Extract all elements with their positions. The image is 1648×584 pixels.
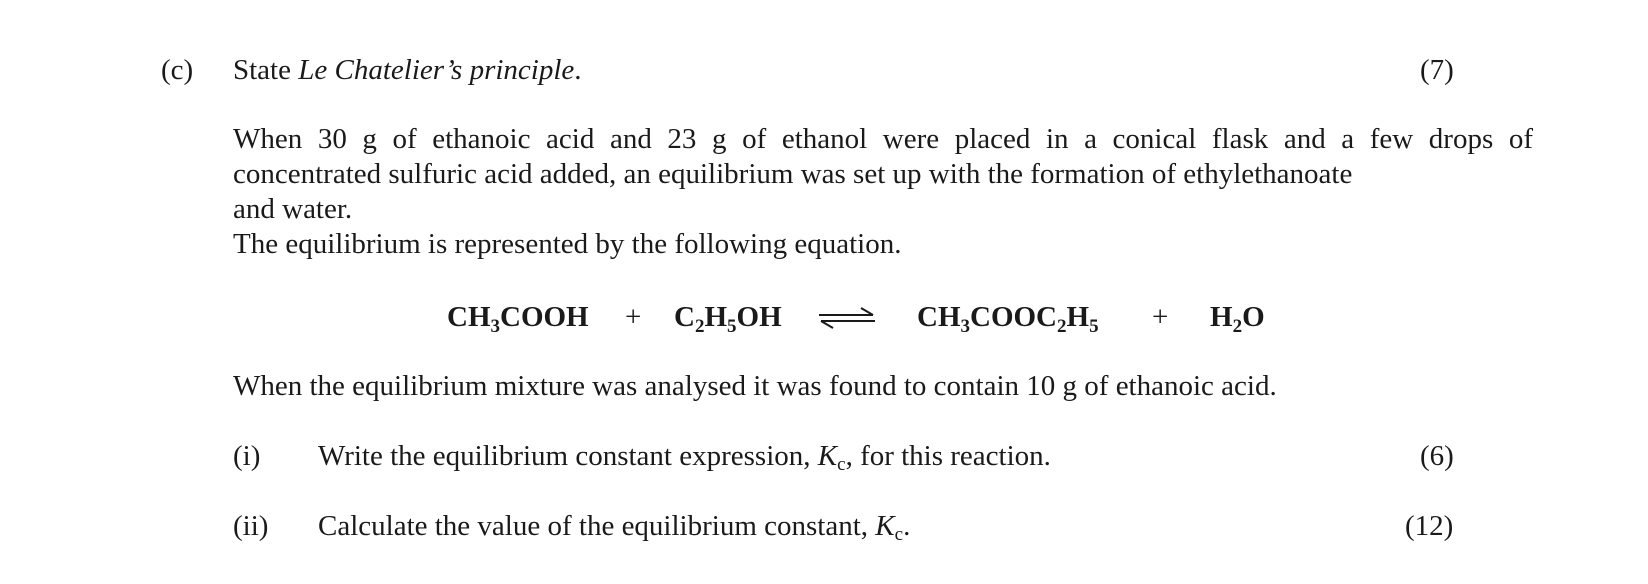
chemical-equation: [0, 295, 1648, 339]
product-water: $H_2O$: [1210, 301, 1265, 337]
intro-paragraph: [233, 122, 1533, 262]
kc-symbol: $K_c$: [875, 510, 904, 545]
prompt-prefix: State: [233, 54, 299, 86]
intro-line-4: The equilibrium is represented by the following equation.: [233, 228, 902, 260]
prompt-suffix: .: [574, 54, 582, 86]
part-prompt: [233, 52, 582, 88]
reactant-ethanol: $C_2H_5OH$: [674, 301, 782, 337]
plus-sign: +: [625, 301, 642, 333]
subpart-ii-marks: (12): [1405, 510, 1454, 542]
part-marks: (7): [1420, 54, 1454, 86]
subpart-ii-label: (ii): [233, 510, 269, 542]
plus-sign: +: [1152, 301, 1169, 333]
reactant-ethanoic-acid: $CH_3COOH$: [447, 301, 589, 337]
subpart-i-label: (i): [233, 440, 261, 472]
intro-line-3: and water.: [233, 193, 353, 225]
product-ethyl-ethanoate: $CH_3COOC_2H_5$: [917, 301, 1099, 337]
intro-line-1: When 30 g of ethanoic acid and 23 g of ethanol were placed in a conical flask and a few drops of: [233, 123, 1533, 155]
part-label: (c): [161, 54, 194, 86]
subpart-i-marks: (6): [1420, 440, 1454, 472]
prompt-term: Le Chatelier’s principle: [298, 54, 575, 86]
equilibrium-arrows-icon: [815, 307, 879, 329]
kc-symbol: $K_c$: [817, 440, 846, 475]
intro-line-2: concentrated sulfuric acid added, an equilibrium was set up with the formation of ethylethanoate: [233, 158, 1353, 190]
subpart-ii-text: Calculate the value of the equilibrium constant, $K_c$.: [318, 510, 911, 545]
subpart-i-text: Write the equilibrium constant expression, $K_c$, for this reaction.: [318, 440, 1051, 475]
analysis-result: When the equilibrium mixture was analysed it was found to contain 10 g of ethanoic acid.: [233, 370, 1277, 402]
